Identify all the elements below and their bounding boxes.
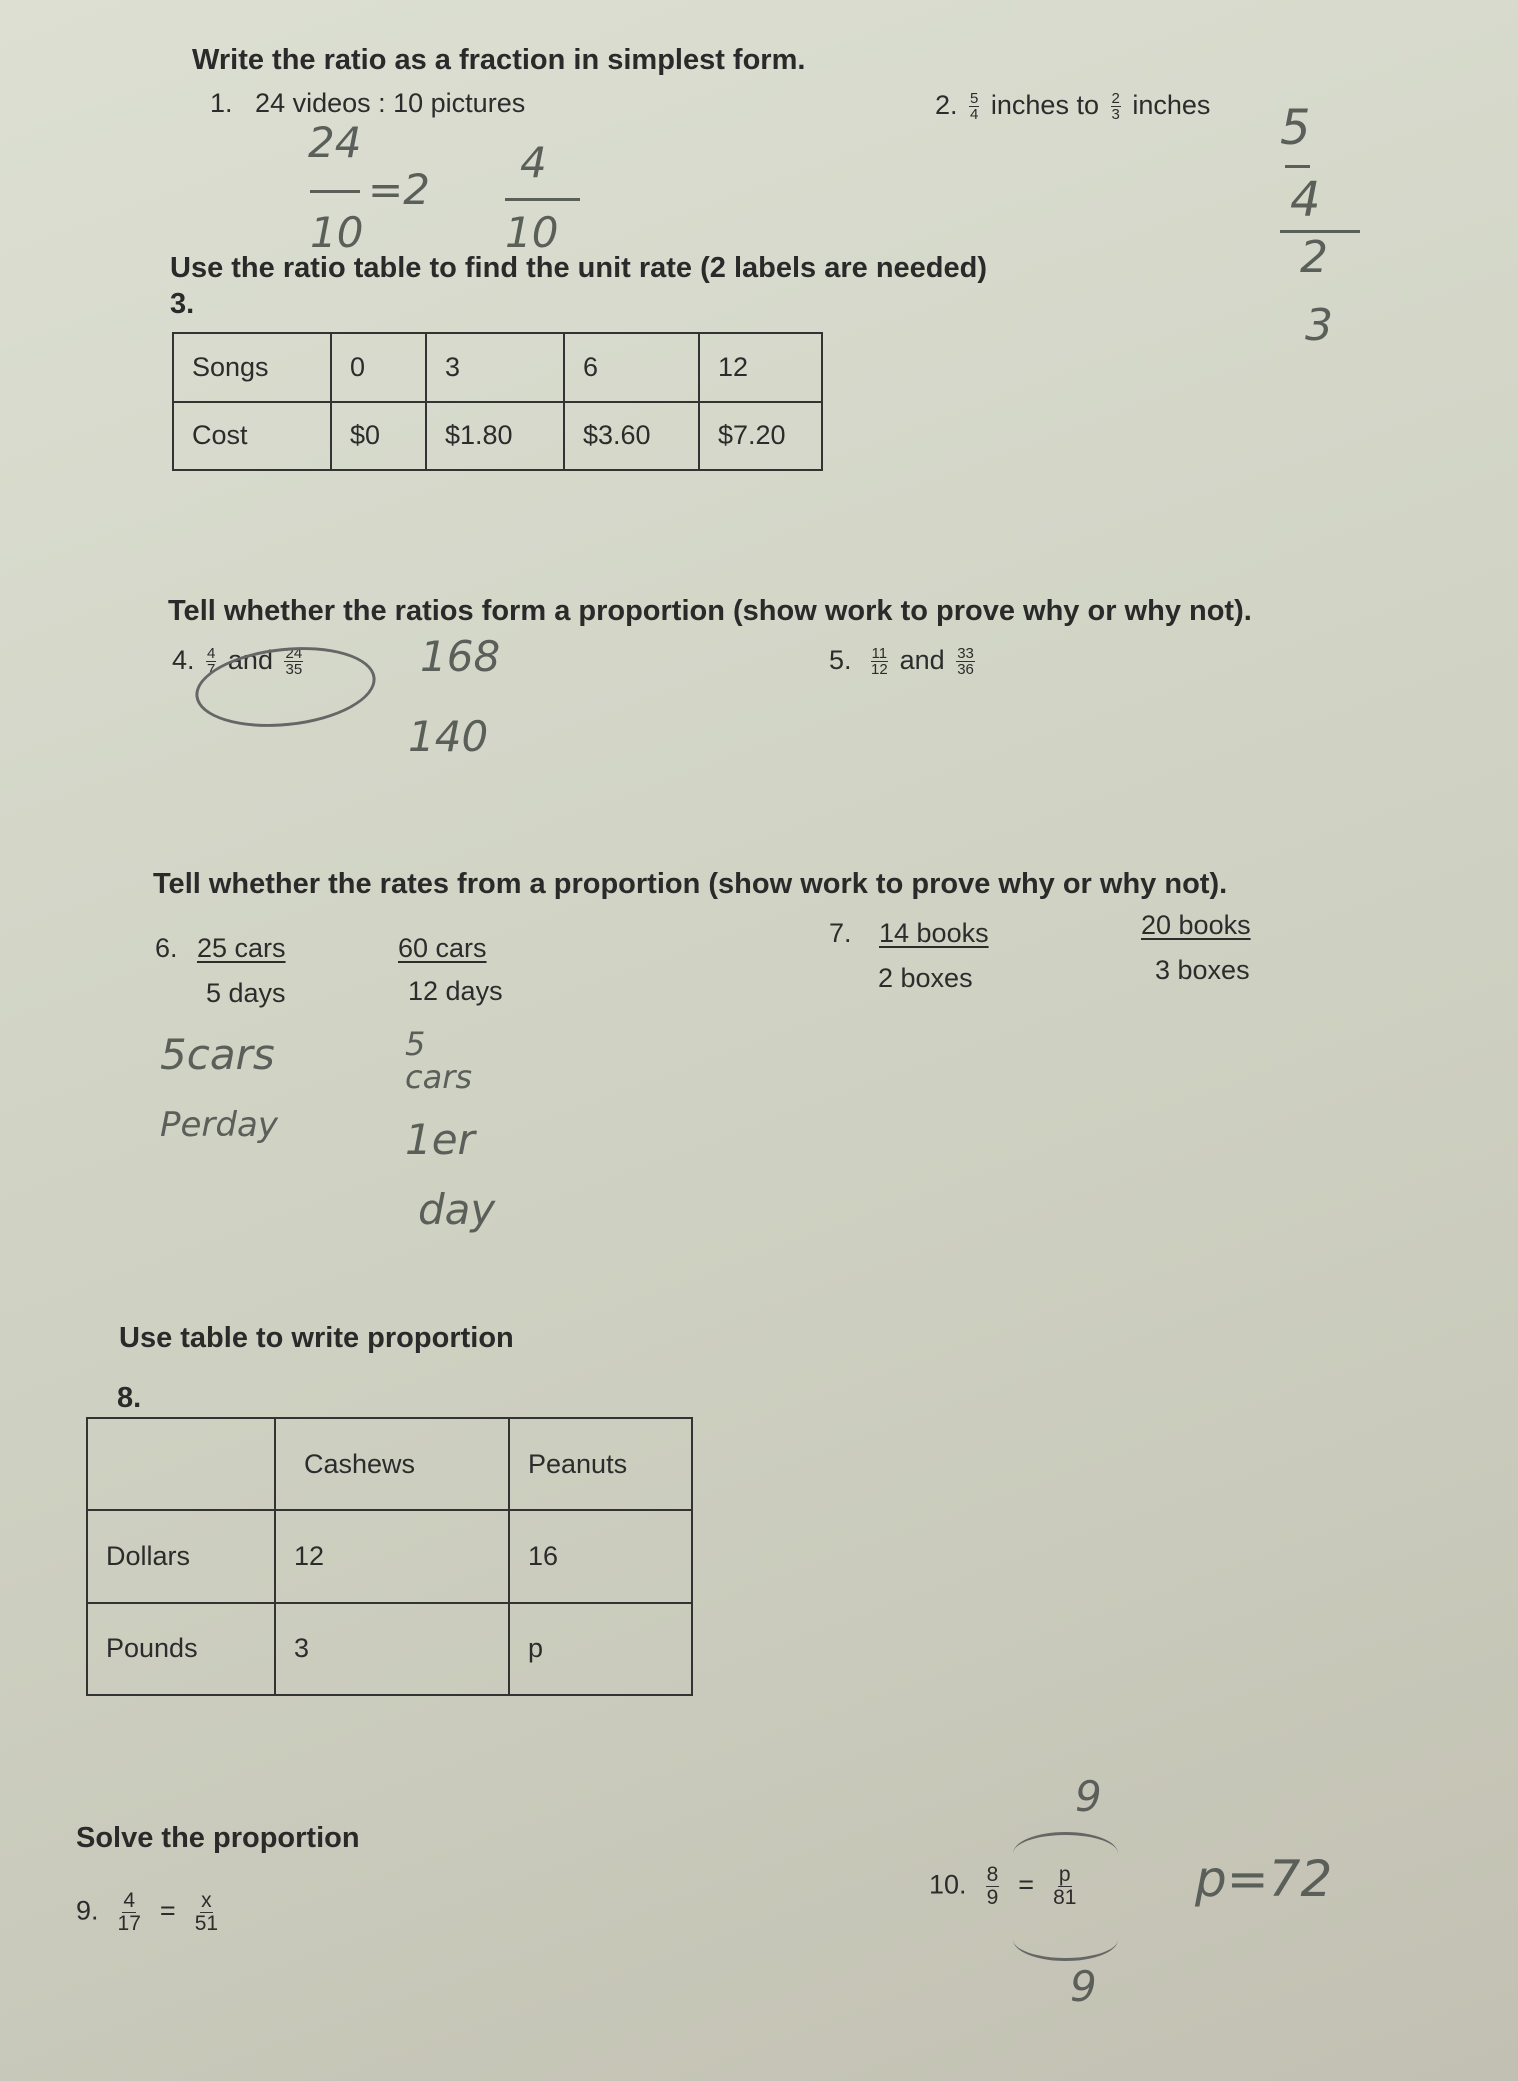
numerator: 4	[123, 1889, 136, 1912]
fraction-bar	[1285, 165, 1310, 168]
handwriting: day	[418, 1185, 496, 1234]
section5-heading: Use table to write proportion	[119, 1322, 514, 1354]
denominator: 4	[970, 106, 979, 124]
handwriting: 4	[1290, 172, 1321, 228]
handwriting: 5	[1280, 100, 1311, 156]
rate-numerator: 20 books	[1141, 910, 1251, 940]
rate-numerator: 60 cars	[398, 933, 487, 963]
handwriting: 10	[310, 208, 364, 257]
table-row	[87, 1510, 692, 1602]
section4-heading: Tell whether the rates from a proportion (show work to prove why or why not).	[153, 868, 1228, 900]
table-cell: Cost	[173, 402, 331, 471]
table-cell: 12	[699, 333, 822, 402]
handwritten-arc	[1013, 1918, 1118, 1961]
rate-denominator: 3 boxes	[1155, 955, 1250, 985]
question-2	[935, 90, 1210, 122]
question-number: 7.	[829, 918, 852, 948]
question-number: 1.	[210, 88, 233, 118]
handwritten-answer: p=72	[1195, 1850, 1333, 1908]
table-cell: 0	[331, 333, 426, 402]
handwriting: cars	[405, 1058, 473, 1096]
fraction	[986, 1864, 1000, 1909]
ratio-table	[172, 332, 823, 471]
section2-heading: Use the ratio table to find the unit rate (2 labels are needed)	[170, 252, 987, 284]
handwriting: 4	[520, 138, 547, 187]
question-number: 10.	[929, 1869, 967, 1900]
denominator: 35	[285, 661, 303, 679]
question-5	[829, 645, 979, 677]
handwriting: 140	[408, 712, 489, 761]
rate-numerator: 25 cars	[197, 933, 286, 963]
table-cell: $1.80	[426, 402, 564, 471]
section1-heading: Write the ratio as a fraction in simplest form.	[192, 44, 806, 76]
table-cell: 16	[509, 1510, 692, 1602]
handwriting: 168	[420, 632, 501, 681]
handwriting: Perday	[160, 1105, 278, 1145]
handwritten-arc	[1013, 1832, 1118, 1875]
handwriting: 1er	[405, 1115, 475, 1164]
question-number: 3.	[170, 288, 195, 320]
table-cell: Cashews	[275, 1418, 509, 1510]
table-cell: Peanuts	[509, 1418, 692, 1510]
question-text: inches	[1132, 90, 1211, 120]
table-cell: p	[509, 1603, 692, 1695]
question-number: 2.	[935, 90, 958, 120]
handwriting: 10	[505, 208, 559, 257]
question-text: and	[227, 645, 273, 675]
proportion-table	[86, 1417, 693, 1696]
numerator: p	[1058, 1863, 1071, 1886]
denominator: 7	[207, 661, 216, 679]
question-number: 8.	[117, 1382, 142, 1414]
section3-heading: Tell whether the ratios form a proportion (show work to prove why or why not).	[168, 595, 1252, 627]
numerator: 24	[285, 645, 303, 663]
equals-sign: =	[159, 1895, 176, 1926]
table-row	[87, 1603, 692, 1695]
table-cell: 6	[564, 333, 699, 402]
table-cell: $3.60	[564, 402, 699, 471]
denominator: 51	[194, 1912, 219, 1935]
table-cell: $7.20	[699, 402, 822, 471]
rate-denominator: 5 days	[206, 978, 286, 1008]
rate-denominator: 12 days	[408, 976, 503, 1006]
handwriting: 24	[308, 118, 362, 167]
numerator: 33	[957, 645, 974, 663]
question-number: 4.	[172, 645, 195, 675]
fraction	[956, 646, 975, 677]
table-cell: Songs	[173, 333, 331, 402]
handwriting: 3	[1305, 300, 1333, 351]
denominator: 9	[986, 1886, 999, 1909]
question-number: 9.	[76, 1895, 99, 1926]
section6-heading: Solve the proportion	[76, 1822, 360, 1854]
table-cell: 3	[426, 333, 564, 402]
rate-numerator: 14 books	[879, 918, 989, 948]
denominator: 17	[117, 1912, 141, 1935]
numerator: 4	[207, 645, 216, 663]
fraction	[195, 1890, 218, 1935]
handwriting: 5cars	[160, 1030, 275, 1079]
table-cell: Pounds	[87, 1603, 275, 1695]
table-cell: 12	[275, 1510, 509, 1602]
numerator: 11	[871, 645, 888, 663]
table-row	[173, 402, 822, 471]
fraction-bar	[505, 198, 580, 201]
handwriting: 9	[1070, 1962, 1097, 2011]
numerator: x	[201, 1889, 212, 1912]
denominator: 81	[1053, 1886, 1077, 1909]
numerator: 5	[970, 90, 979, 108]
denominator: 36	[957, 661, 974, 679]
question-1	[210, 88, 525, 119]
table-cell: Dollars	[87, 1510, 275, 1602]
denominator: 3	[1111, 106, 1120, 124]
question-9	[76, 1890, 222, 1935]
fraction	[118, 1890, 141, 1935]
denominator: 12	[870, 661, 888, 679]
question-number: 6.	[155, 933, 178, 963]
handwriting: =2	[368, 165, 430, 214]
table-row	[173, 333, 822, 402]
numerator: 8	[986, 1863, 999, 1886]
table-row	[87, 1418, 692, 1510]
equals-sign: =	[1018, 1869, 1035, 1900]
numerator: 2	[1111, 90, 1120, 108]
question-text: 24 videos : 10 pictures	[255, 88, 526, 118]
handwriting: 9	[1075, 1772, 1102, 1821]
fraction	[871, 646, 889, 677]
question-text: and	[899, 645, 945, 675]
table-cell	[87, 1418, 275, 1510]
question-number: 5.	[829, 645, 852, 675]
rate-denominator: 2 boxes	[878, 963, 973, 993]
fraction-bar	[310, 190, 360, 193]
table-cell: 3	[275, 1603, 509, 1695]
handwriting: 2	[1300, 232, 1328, 283]
question-text: inches to	[990, 90, 1099, 120]
fraction	[1111, 91, 1121, 122]
fraction	[969, 91, 979, 122]
handwriting: 5	[405, 1025, 426, 1063]
table-cell: $0	[331, 402, 426, 471]
